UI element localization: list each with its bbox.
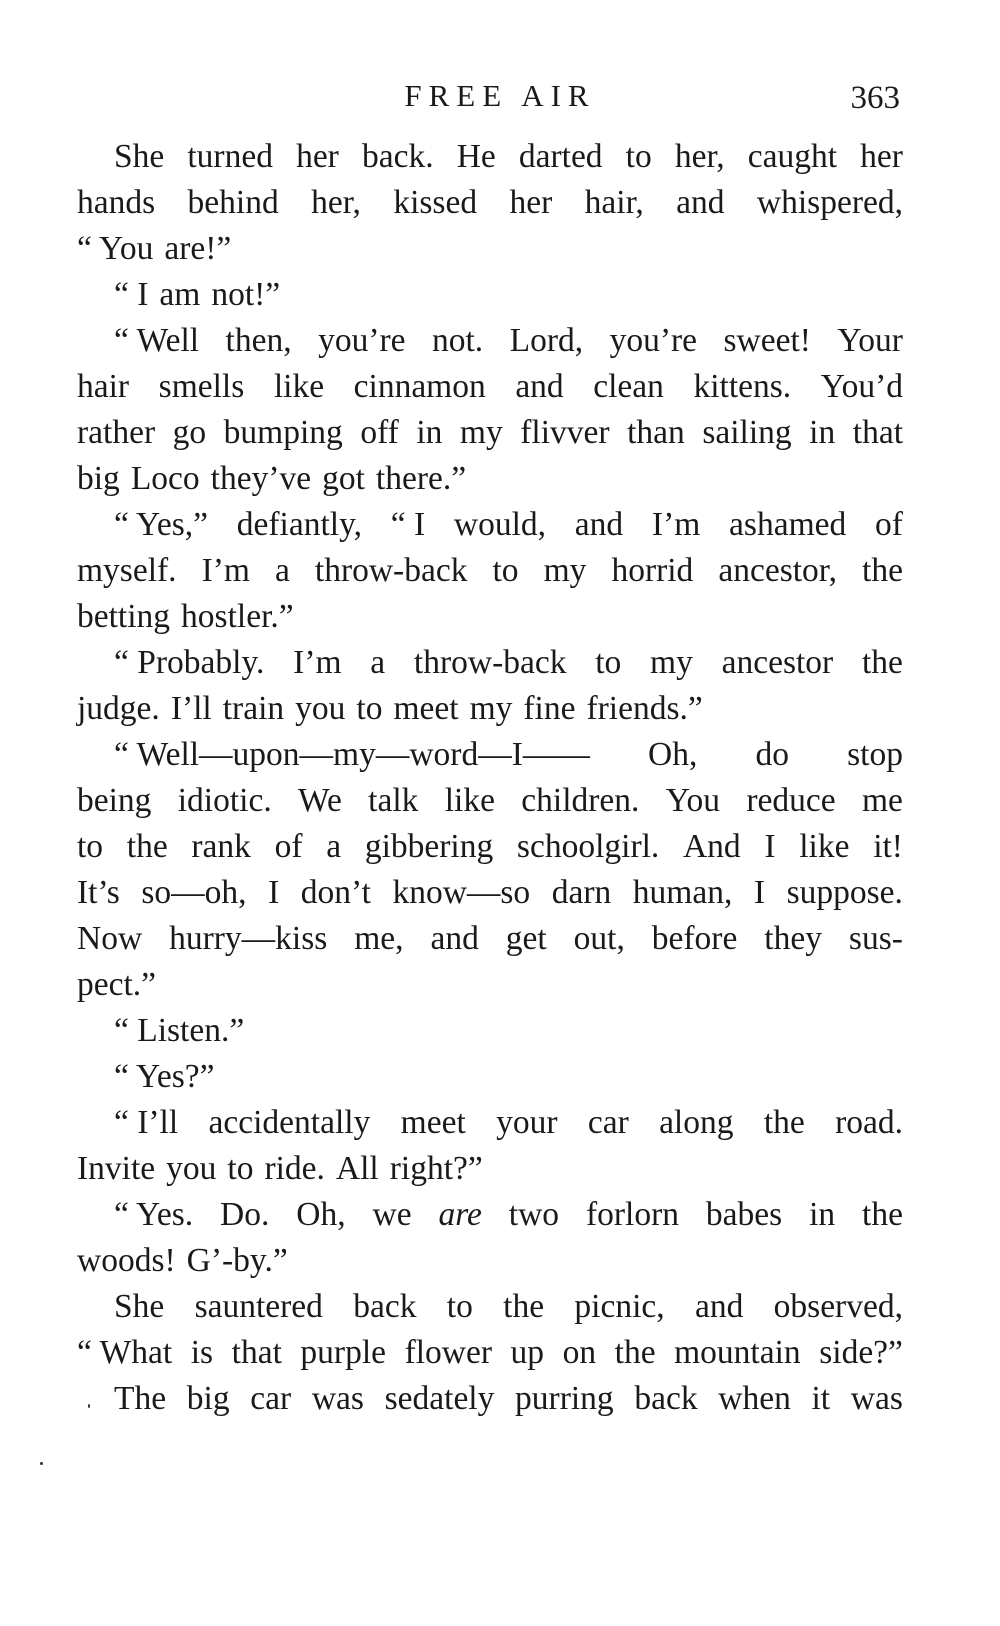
word: and (574, 506, 624, 543)
word: observed, (773, 1288, 903, 1325)
word: ashamed (729, 506, 847, 543)
text-line (77, 824, 903, 870)
word: a (370, 644, 386, 681)
word: of (875, 506, 903, 543)
word: Do. (220, 1196, 270, 1233)
word: sedately (384, 1380, 495, 1417)
text-line (77, 226, 903, 272)
word: friends.” (586, 690, 703, 727)
word: I (268, 874, 280, 911)
word: before (651, 920, 738, 957)
word: Your (837, 322, 903, 359)
word: right?” (389, 1150, 483, 1187)
word: suppose. (786, 874, 903, 911)
word: purple (300, 1334, 387, 1371)
word: out, (573, 920, 625, 957)
word: her (860, 138, 903, 175)
word: to (227, 1150, 254, 1187)
word: big (186, 1380, 230, 1417)
word: judge. (77, 690, 160, 727)
word: children. (521, 782, 640, 819)
body-text (77, 134, 903, 1422)
word: to (492, 552, 519, 589)
text-line (77, 1238, 903, 1284)
word: like (273, 368, 325, 405)
text-line (77, 778, 903, 824)
word: like (444, 782, 495, 819)
word: meet (393, 690, 459, 727)
word: rank (191, 828, 251, 865)
word: He (456, 138, 496, 175)
word: “ Listen.” (114, 1012, 245, 1049)
word: my (459, 414, 503, 451)
word: Loco (130, 460, 200, 497)
word: the (503, 1288, 545, 1325)
word: All (335, 1150, 379, 1187)
word: you (295, 690, 346, 727)
text-line (77, 180, 903, 226)
word: to (356, 690, 383, 727)
word: mountain (674, 1334, 801, 1371)
text-line (77, 594, 903, 640)
text-line (77, 410, 903, 456)
word: was (850, 1380, 903, 1417)
text-line (77, 962, 903, 1008)
word: sailing (702, 414, 792, 451)
word: along (659, 1104, 734, 1141)
word: is (190, 1334, 214, 1371)
word: we (372, 1196, 412, 1233)
word: go (172, 414, 207, 451)
word: you’re (318, 322, 406, 359)
stray-mark (88, 1404, 90, 1408)
word: in (416, 414, 443, 451)
word: forlorn (585, 1196, 679, 1233)
word: train (222, 690, 285, 727)
word: Oh, (296, 1196, 346, 1233)
word: Now (77, 920, 143, 957)
word: “ Well—upon—my—word—I—— (114, 736, 590, 773)
word: the (861, 644, 903, 681)
word: babes (705, 1196, 783, 1233)
word: when (718, 1380, 791, 1417)
word: that (852, 414, 903, 451)
word: are!” (164, 230, 232, 267)
word: a (326, 828, 342, 865)
word: caught (747, 138, 838, 175)
word: You’d (820, 368, 903, 405)
word: and (676, 184, 725, 221)
text-line (77, 870, 903, 916)
word: me, (354, 920, 404, 957)
word: I (753, 874, 766, 911)
word: in (809, 414, 836, 451)
word: idiotic. (177, 782, 272, 819)
word: ancestor, (718, 552, 837, 589)
word: to (595, 644, 622, 681)
word: hostler.” (181, 598, 294, 635)
word: they (764, 920, 822, 957)
word: I (764, 828, 776, 865)
word: I’ll (170, 690, 212, 727)
text-line (77, 1284, 903, 1330)
text-line (77, 548, 903, 594)
word: behind (187, 184, 279, 221)
word: picnic, (574, 1288, 665, 1325)
word: flivver (520, 414, 610, 451)
word: gibbering (364, 828, 494, 865)
word: it! (873, 828, 903, 865)
word: ride. (264, 1150, 325, 1187)
word: “ What (77, 1334, 173, 1371)
text-line (77, 318, 903, 364)
word: throw-back (413, 644, 567, 681)
word: sus- (848, 920, 903, 957)
word: Invite (77, 1150, 156, 1187)
word: and (430, 920, 479, 957)
word: your (496, 1104, 558, 1141)
text-line (77, 1330, 903, 1376)
word: I’m (651, 506, 701, 543)
word: “ You (77, 230, 154, 267)
text-line (77, 1054, 903, 1100)
word: “ I (390, 506, 426, 543)
word: the (862, 1196, 903, 1233)
word: to (446, 1288, 473, 1325)
text-line (77, 686, 903, 732)
word: are (438, 1196, 482, 1233)
word: the (614, 1334, 656, 1371)
word: And (682, 828, 741, 865)
word: in (809, 1196, 836, 1233)
word: woods! (77, 1242, 176, 1279)
word: a (275, 552, 290, 589)
word: “ Yes?” (114, 1058, 215, 1095)
word: hurry—kiss (169, 920, 328, 957)
text-line (77, 1146, 903, 1192)
word: turned (187, 138, 273, 175)
word: kissed (393, 184, 478, 221)
word: cinnamon (353, 368, 486, 405)
text-line (77, 916, 903, 962)
word: You (665, 782, 721, 819)
word: accidentally (208, 1104, 371, 1141)
word: Lord, (509, 322, 584, 359)
word: not. (431, 322, 484, 359)
word: bumping (223, 414, 343, 451)
word: stop (847, 736, 903, 773)
word: two (508, 1196, 560, 1233)
word: of (274, 828, 303, 865)
word: human, (632, 874, 733, 911)
word: my (543, 552, 587, 589)
word: off (360, 414, 399, 451)
page-number: 363 (850, 80, 900, 116)
word: know—so (392, 874, 531, 911)
word: than (627, 414, 685, 451)
text-line (77, 272, 903, 318)
word: being (77, 782, 152, 819)
word: back. (361, 138, 434, 175)
word: her (509, 184, 553, 221)
word: do (755, 736, 789, 773)
word: The (114, 1380, 167, 1417)
word: my (650, 644, 693, 681)
word: whispered, (756, 184, 903, 221)
word: road. (835, 1104, 903, 1141)
word: darted (518, 138, 603, 175)
word: so—oh, (141, 874, 247, 911)
word: clean (593, 368, 664, 405)
word: She (114, 138, 165, 175)
word: then, (225, 322, 292, 359)
word: the (126, 828, 168, 865)
word: you (166, 1150, 217, 1187)
word: car (587, 1104, 629, 1141)
word: “ Probably. (114, 644, 265, 681)
word: horrid (611, 552, 694, 589)
word: “ Yes. (114, 1196, 194, 1233)
word: fine (523, 690, 576, 727)
word: G’-by.” (186, 1242, 288, 1279)
word: you’re (609, 322, 698, 359)
word: throw-back (314, 552, 468, 589)
word: and (694, 1288, 744, 1325)
word: her, (311, 184, 361, 221)
word: back (634, 1380, 698, 1417)
word: her, (674, 138, 725, 175)
word: hands (77, 184, 156, 221)
word: the (862, 552, 903, 589)
word: ancestor (721, 644, 834, 681)
word: reduce (746, 782, 836, 819)
word: get (505, 920, 547, 957)
text-line (77, 732, 903, 778)
word: there.” (375, 460, 467, 497)
word: her (296, 138, 339, 175)
word: betting (77, 598, 171, 635)
text-line (77, 134, 903, 180)
word: We (298, 782, 342, 819)
text-line (77, 1100, 903, 1146)
word: I’m (293, 644, 342, 681)
word: Oh, (648, 736, 698, 773)
text-line (77, 364, 903, 410)
word: would, (453, 506, 547, 543)
word: sauntered (194, 1288, 323, 1325)
word: up (510, 1334, 545, 1371)
word: pect.” (77, 966, 157, 1003)
word: that (231, 1334, 282, 1371)
word: back (353, 1288, 417, 1325)
word: hair (77, 368, 130, 405)
text-line (77, 640, 903, 686)
word: got (322, 460, 365, 497)
word: smells (158, 368, 245, 405)
word: the (763, 1104, 805, 1141)
word: sweet! (723, 322, 811, 359)
word: and (515, 368, 564, 405)
word: was (311, 1380, 364, 1417)
word: not!” (211, 276, 281, 313)
text-line (77, 1008, 903, 1054)
word: purring (515, 1380, 614, 1417)
text-line (77, 502, 903, 548)
text-line (77, 1192, 903, 1238)
word: talk (368, 782, 419, 819)
word: they’ve (210, 460, 312, 497)
word: She (114, 1288, 165, 1325)
stray-mark (40, 1462, 43, 1465)
word: don’t (300, 874, 371, 911)
word: my (469, 690, 513, 727)
word: meet (400, 1104, 466, 1141)
word: kittens. (693, 368, 792, 405)
word: side?” (819, 1334, 903, 1371)
word: flower (404, 1334, 492, 1371)
word: rather (77, 414, 156, 451)
word: like (799, 828, 850, 865)
word: darn (551, 874, 612, 911)
word: on (562, 1334, 597, 1371)
word: “ Well (114, 322, 200, 359)
word: big (77, 460, 120, 497)
word: am (159, 276, 201, 313)
word: it (811, 1380, 831, 1417)
word: myself. (77, 552, 177, 589)
word: defiantly, (236, 506, 363, 543)
running-title: FREE AIR (404, 78, 596, 113)
word: to (625, 138, 652, 175)
word: hair, (584, 184, 644, 221)
word: It’s (77, 874, 120, 911)
word: “ I (114, 276, 149, 313)
word: “ Yes,” (114, 506, 208, 543)
word: me (861, 782, 903, 819)
word: to (77, 828, 104, 865)
text-line (77, 456, 903, 502)
word: “ I’ll (114, 1104, 179, 1141)
text-line (77, 1376, 903, 1422)
word: schoolgirl. (516, 828, 660, 865)
word: I’m (201, 552, 250, 589)
word: car (250, 1380, 292, 1417)
